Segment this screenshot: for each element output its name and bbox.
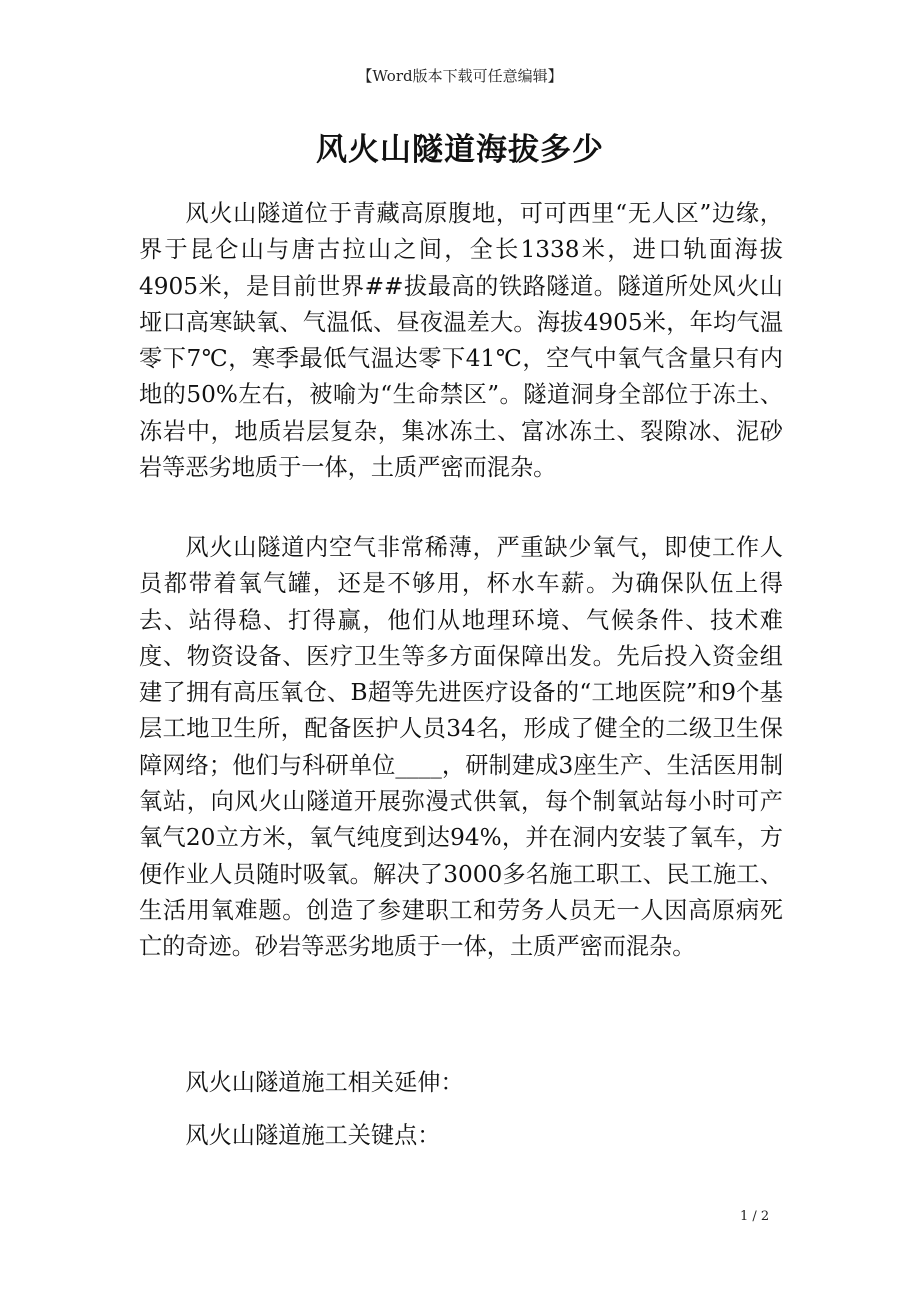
page-number: 1 / 2 [740,1209,770,1224]
page-title: 风火山隧道海拔多少 [316,132,604,168]
section-heading-keypoints: 风火山隧道施工关键点： [185,1122,441,1149]
paragraph-oxygen-support: 风火山隧道内空气非常稀薄，严重缺少氧气，即使工作人员都带着氧气罐，还是不够用，杯水车薪。为确保队伍上得去、站得稳、打得赢，他们从地理环境、气候条件、技术难度、物资设备、医疗卫生等多方面保障出发。先后投入资金组建了拥有高压氧仓、B超等先进医疗设备的“工地医院”和9个基层工地卫生所，配备医护人员34名，形成了健全的二级卫生保障网络；他们与科研单位____，研制建成3座生产、生活医用制氧站，向风火山隧道开展弥漫式供氧，每个制氧站每小时可产氧气20立方米，氧气纯度到达94%，并在洞内安装了氧车，方便作业人员随时吸氧。解决了3000多名施工职工、民工施工、生活用氧难题。创造了参建职工和劳务人员无一人因高原病死亡的奇迹。砂岩等恶劣地质于一体，土质严密而混杂。 [139,534,783,961]
section-heading-extension: 风火山隧道施工相关延伸： [185,1069,464,1096]
header-note: 【Word版本下载可任意编辑】 [357,67,563,85]
paragraph-location-overview: 风火山隧道位于青藏高原腹地，可可西里“无人区”边缘，界于昆仑山与唐古拉山之间，全长1338米，进口轨面海拔4905米，是目前世界##拔最高的铁路隧道。隧道所处风火山垭口高寒缺氧、气温低、昼夜温差大。海拔4905米，年均气温零下7℃，寒季最低气温达零下41℃，空气中氧气含量只有内地的50%左右，被喻为“生命禁区”。隧道洞身全部位于冻土、冻岩中，地质岩层复杂，集冰冻土、富冰冻土、裂隙冰、泥砂岩等恶劣地质于一体，土质严密而混杂。 [139,200,783,482]
